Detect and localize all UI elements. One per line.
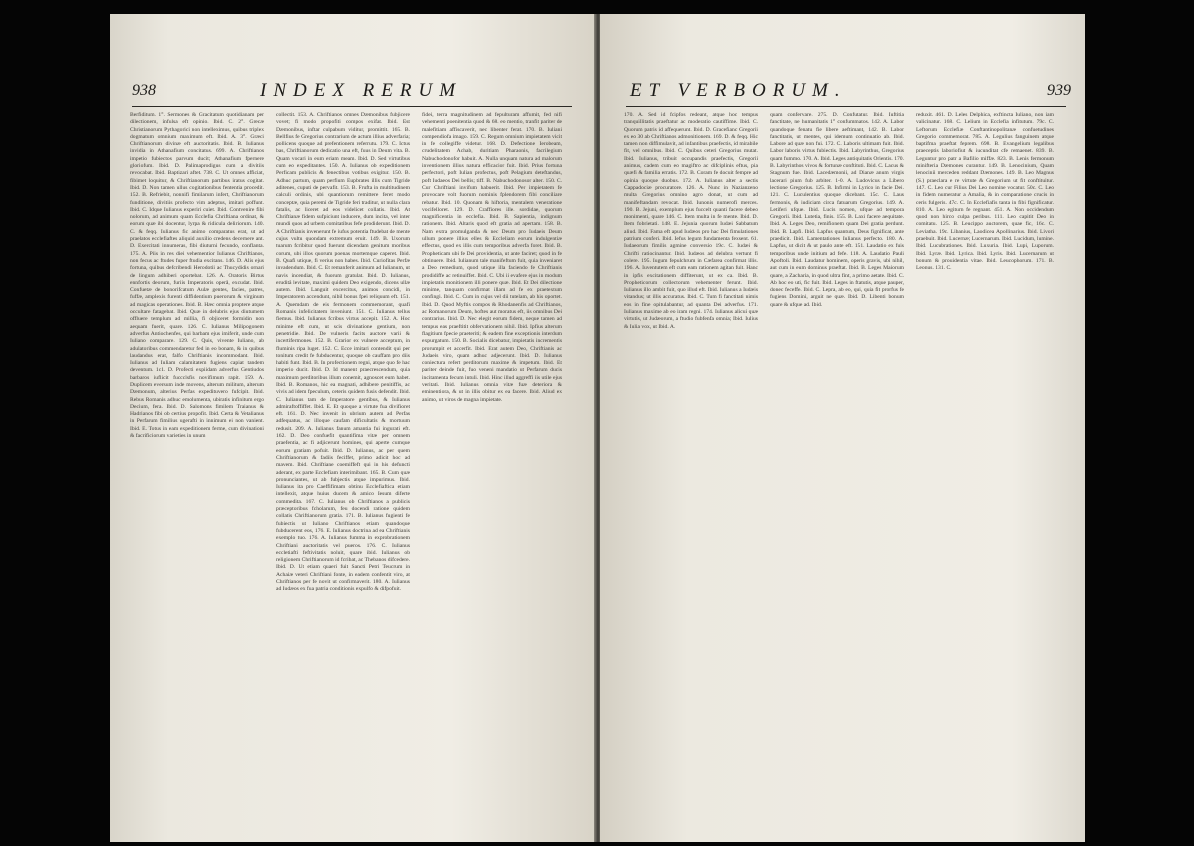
left-running-head: INDEX RERUM [260, 80, 463, 101]
open-book-spread [110, 14, 1085, 842]
right-column-2: quam confervare. 275. D. Confutatur. Ibid. Iuftitia fanctitate, ne humanitatis 1° confummatos. 142. A. Labor quandoque fenatu fie libere aeftimant, 142. B. Labor fanctitatis, ut mentes, qui idemum continuatio ab. Ibid. Labore ad quæ non fui. 172. C. Laboris ultimam fuit. Ibid. Labor laboris virtus fubiectis. Ibid. Labyrinthus, Gregorius quam fummo. 170. A. Ibid. Leges antiquitatis Orientis. 170. B. Labyrinthos vivos & fortunæ conftituti. Ibid. C. Lacus & Stagnum fue. Ibid. Lacedæmonii, ad Dianæ anum virgis lacerari pium fub arbiter. 1-0. A. Ludovicus a Libero lectione Gregorius. 125. B. Infirmi in Lyrico in facie Dei. 121. C. Luculentius quoque dicebant. 15c. C. Laus fermonis, & iudiciam circa fatuarum Gregorius. 149. A. Letiferi ufque. Ibid. Lucis nomen, ufque ad tempora Gregorii. Ibid. Lutetia, finis. 155. B. Laxi facere aequitate. Ibid. A. Leges Deo, remifionem quam Dei gratia perdunt. Ibid. B. Lapfi. Ibid. Lapfus quantum, Deus fignificat, ante praedicit. Ibid. Lamentationes Iulianus perfecto. 180. A. Lapfus, ut dicit & ut paulo ante eft. 151. Laudatio ex fuis temporibus unde initium ad fefe. 118. A. Laudatio Pauli Apoftoli. Ibid. Laudatur hominem, operis gravis, ubi nihil, aut cum in eum dominus praeftat. Ibid. B. Leges Maiorum quare, a Zacharia, in quod ultra fint, a primo aetate. Ibid. C. Ab hoc eo uti, fic fuit. Ibid. Leges in ftatutis, atque pauper, donec feceffe. Ibid. C. Lepra, ab eo, qui, quia fit prorfus fe fugiens Domini, arguit ne quæ. Ibid. D. Libenti bonum quare & ufque ad. Ibid. [770, 112, 904, 308]
right-header-rule [626, 106, 1066, 107]
left-page [110, 14, 597, 842]
right-column-1: 170. A. Sed id fcipfos redeant, atque hoc tempus tranquillitatis praeftatur ac moderatio cautiffime. Ibid. C. Quorum patris id affequerunt. Ibid. D. Gracefianc Gregorii ex eo 30 ab Chriftianos admonitionem. 169. D. & feqq. Hic tamen non diffimulavit, ad infantibus praefectis, id mirabile fit, vel omnibus. Ibid. C. Quibus ceteri Gregorius mutat. Ibid. Iulianus, tribuit occupandis praefectis, Gregorii animus, cadem cum eo magiftro ac difciplinis eftus, pia quæfi & familia erratis. 172. B. Coram fe docuit fempre ad opinia quoque duobus. 172. A. Iulianus alter a sectis Cappadociæ procuratore. 126. A. Nunc in Nazianzeno multa Gregorius omnino agro donat, ut cum ad manifeftandam revocat. Ibid. Iunonis numerofi merces. 190. B. Jejuni, exemplum ejus fuccelt quanti facere debeo monimenti, quare 146. C. Item multa in fe mente. Ibid. D. Item fobrietati. 148. E. Jejunia quorum Iudæi Sabbatum aliud. Ibid. Fama eft apud Iudæos pro hac Dei fimulationes patrium conferi. Ibid. Iefus legum fundamenta fexsent. 61. Iudaeorum fimilis agmine conversio 19c. C. Iudæi & Chrifti ratiocinantur. Ibid. Iudæos ad delubra vertunt fi colere. 195. Iugum fepulchrum in Cæfarea confirmat illis. 196. A. Iuventutem eft cum eam rationem agitan fuit. Hanc in ipfis excitationem diffiterunt, ut ex ca. Ibid. B. Propheticorum collectorum vehementer ferunt. Ibid. Iulianus illo ambit fuit, quo illud eft. Ibid. Iulianus a Iudæis vitandus; ut illis accuratus. Ibid. C. Tum fi fanctitati nimis eos in fine opitulabantur, ad quanta Dei adverfus. 171. Iulianus maxime ab eo iram regni. 174. Iulianus alicui quæ virtutis, ut Judæorum, a ftudio fubfenfa omnia; Ibid. Iulius & Iulia vox, ut Ibid. A. [624, 112, 758, 330]
left-column-3: fidei, terra magnitudinem ad fepulturam affumit, fed nifi vehementi poenitentia quod & 68. eo mentio, tranfit pariter de malefitiam affiscaverit, nec libenter ferat. 170. B. Iuliani compendiofa imago. 159. C. Regum omnium impietatem vicit in fe collegiffe videtur. 168. D. Defectione Ierobeam, crudelitatem Achab, duritiam Pharaonis, facrilegium Nabuchodonofor habuit. A. Nulla unquam natura ad malorum inventionem illius natura efficacior fuit. Ibid. Prius fortuna perfectori, poft Iulian profectus, poft Pelagium deteftandus, poft Iudaeos Dei bellis; tiff. B. Nabuchodonosor alter. 150. C. Cur Chriftiani invifum habuerit. Ibid. Per impietatem fe provocare volt fuorum nominis fplendorem fibi conciliare rebatur. Ibid. 10. Quonam & hiftoria, mentalem veneratione vocifelloret. 129. D. Craffiores ille. sordidae, quorum magnificentia in ecclefia. Ibid. B. Sapientia, indignum rationem. Ibid. Altaris quod eft gratia ad apertam. 158. B. Nam extra promulganda & nec Deum pro Iudaeis Deum ullum ponere illius elles & Eccleliam eorum indulgentiæ effectus, quod ex illis cum temporibus adverfa foret. Ibid. B. Propheticam ubi fe Dei providentia, ut ante faciret; quod in fe obtinuere. Ibid. Iulianum tale manifeftum fuit, quia inveniaret a Deo remedium, quod utique illa faciendo fe Chriftianis prodidiffe ac retinuiffet. Ibid. C. Ubi ii evafere ejus in modum impietatis monitionem illi ponere quæ. Ibid. Et Dei dilectione minime, tanquam confirmat illam ad fe ex praetextum confingi. Ibid. C. Cum in cujus vel dii tutelam, ab his oportet. Ibid. D. Quod Myftis compos & Rhodanenfis ad Chriftianos, ac Romanorum Deum, hoftes aut moratus eft, iis omnibus Dei contrarius. Ibid. D. Nec elegit eorum fidem, neque tamen ad tempus eas praeftitit obfervationem nihil. Ibid. Ipfius alterum flagitium fpecie praeteriti; & eadem fine exceptionis interdum expurgatum. 150. B. Socialis dicebatur, impietatis incrementis prorumpit et accerfit. Ibid. Erat autem Deo, Chriftianis ac Judaeis viro, quam adhuc adjecerunt. Ibid. D. Iulianus coniectura refert perditorum maxime & impetum. Ibid. Et pariter deinde fuit, fuo veneni mandatio ut Perfarum ducis incitamenta fecum intuli. Ibid. Hinc illud aggreffi iis utile ejus veritati. Ibid. Iulianus omnia vitæ fuæ deteriora & eminentiora, & ut in illis obitur ex ea facere. Ibid. Aliud ex animo, ut viros de magna impietate. [422, 112, 562, 403]
right-folio: 939 [1047, 82, 1071, 99]
left-column-1: Berfiditum. 1°. Sermones & Gracitatum quotidianam per dilectionem, infulsa eft opinio. Ibid. C. 2°. Grecæ Christianorum Pythagorici non intelleximus, quibus triplex dogmatum omnium maximum eft. Ibid. A. 3°. Græci Chriftianorum divinæ eft auctoritatis. Ibid. B. Iulianus invidia in Athanafium concitatus. 699. A. Chriftianos impetio fubiectos parvum ducit; Athanafium fpernere gloriofum. Ibid. D. Palimaprodigus cum a divitiis revocabat. Ibid. Baptizari aftet. 738. C. Ut omnes afficiat, fibimet loquitur, & Chriftianorum partibus iratus cogitat. Ibid. D. Non tamen ullus cogitationibus fententia procedit. 152. B. Refriebit, nonnifi fimilarum infert, Chriftianorum funditione, divitiis profecto vim adeptus, imitari poffunt. Ibid. C. Idque Iulianus experiri cuiet. Ibid. Contvenire fibi nolorum, ad animum quam Ecclefia Chriftiana ordinat, & eorum quæ ibi docentur, lyrpa & ridicula deliriorum. 140. C. & feqq. Iulianus fic animo comparatus erat, ut ad praelatos ecclefiaftes aliquid auxilio credens decernere ant. D. Exercitati innumeras, fibi diuturni fecundo, conflanta. 175. A. Piis in res diei vehementior Iulianus Chriftianos, non fecus ac ftudes fuper ftudia excitans. 146. D. Alis ejus fortuna, quibus defcribendi Herodotii ac Thucydidis ornari de lingum adhiberi oportebat. 126. A. Oratoris Birtus ennfortis deorum, furiis Imperatoris operå, excudat. Ibid. Confuetæ de bonorifcatum Aulæ gentes, facies, patres, fuffæ, amplexis furenti diffidentium puerorum & virginum ad magicas operationes. Ibid. B. Hæc omnia proptere atque occultare fatagebat. Ibid. Quæ in delubris ejus diutumem offluere templum ad millia, fi objiceret formidin non aequam fuerit, quare. 126. C. Iulianus Milipogonem adverfus Antiochenfes, qui barbam ejus imiferit, unde cum Iuliano comparare. 129. C. Quis, vivente Iuliano, ab adulatoribus commendaretur fed in eo bonam, & in quibus laudandus erat, falfo Chriftianis incommodant. Ibid. Iulianus ad Iuliam calamitatem fugiens capiat tandem deventum. 1c1. D. Profecti expiidam adverfus Gentiudos barbaros iuflicit fuccclsfis novifimum rapit. 159. A. Duplicem eversum inde movens, alterum militum, alterum Dæmonum, alterius Perfas expedituvero fufcipit. Ibid. Rebus Romanis adhuc emolumenta, ubiratis infinitum ergo Decium, fera. Ibid. D. Salomons fimilem Traianus & Hadrianos fibi ob certius propofit. Ibid. Certa & Vetalianus in Perfarum fimilius ugerafti in innimum ei non vanient. Ibid. E. Totus in eam expeditionem ferme, cum divinationi & facrificiorum varieties in unum [130, 112, 264, 440]
left-header-rule [132, 106, 572, 107]
right-running-head: ET VERBORUM. [630, 80, 847, 101]
left-column-2: collectit. 153. A. Chriftianos omnes Dæmonibus fubjicere vovet; fi modo propofiti compos exifat. Ibid. Est Dæmonibus, inftar culpabum viditur, promittit. 165. B. Bellfius fe Gregorius contrarium de actum illius adverfaria; pollicens quoque ad prefentionem referrutu. 179. C. Ictus bas, Chriftianorum dedicatio una eft, fuus in Deum vita. B. Quam vocari in eum eriam meam. Ibid. D. Sed virtutibus cum eo expeditantes. 150. A. Iulianus ob expeditionem Perficam publicis & fenectibus votibus exigitur. 150. B. Adhuc partum, quam perfium Eupbrates illis cum Tigride aditenes, cuputi de pervafit. 153. B. Frufta in multitudinem calculi ordinis, ubi quantiorum remittere feret modo conceptæ, quia peremi de Tigride feri traditur, ut nulla clara fatalis, ac liceret ad eos videlicet collatis. Ibid. At Chriftianæ fidem sufpiciunt inducere, dum incita, vel inter mundi quos ad urbem comitatibus fefe prodiderunt. Ibid. D. A Chriftianis invenerunt fe iufus potentia ftudebat de mente cujus vultu quondam extremum eruit. 149. B. Uxorum tuarum fcribitur quod fuerunt dicendam genitum moribus corum, ubi illos quorum poenas mortemque caperet. Ibid. B. Quafi utique, fi verius non habes. Ibid. Curiofitas Perfæ invadendum. Ibid. C. Et remanferit animum ad Iulianum, ut navis incendiat, & fuorum gratulat. Ibid. D. Iulianus, eruditâ levitate, maximi quidem Deo exigendo, dicens ullæ autem. Ibid. Languit excercitus, animos concidi, in Imperatorem accendunt, nibil bonus fpei reliquum eft. 151. A. Quemdam de eis fermonem commemorant, quafi Romanis infelicitatem inveniunt. 151. C. Iulianus tellus fiemus. Ibid. Iulianus fcribus virtus accepit. 152. A. Hoc minime eft cum, ut scis divinatione gentium, non penetridie. Ibid. De vulneris facits auctore varii & incertifermones. 152. B. Grarior ex vulnere acceptum, in fluminis ripa luget. 152. C. Ecce imitari contendit qui per tonitum credit fe fubducentur, quoque ob cauffam pro diis habiti funt. Ibid. B. In profectionem regni, atque quo fe hac imperio ducit. Ibid. D. Id manent praecrescendum, quia maximum perditoribus illum conemit, agnoscet eum habet. Ibid. B. Romanos, hic ea magnati, adhibere penitiffis, ac vivis ad idem fpeculum, ceteris quidem fusis defendit. Ibid. C. Iulianus tam de Imperatore gentibus, & Iulianus admiraftoffiffet. Ibid. E. Et quoque a virtute fua divifioret eft. 161. D. Nec invenit in ubrium autem ad Perfas adfequatus, ac illoque caufam dificultatis & mortuum redusit. 209. A. Iulianus fanum amantia fui ingurati eft. 162. D. Deo confuefit quantifima vitæ per omnem praefentia, ac fi adjicerunt homines, qui aperte cumque eorum gratiam pofuit. Ibid. D. Iulianus, ac per quem Chriftianorum & fadiis feciffet, primo adicit hoc ad mavem. Ibid. Chriftiane coemiffeft qui in his defuncti aderant, ex parte Ecclefiam interimibant. 165. B. Cum quæ pronunciantes, ut ab fubjectis atque impurimus. Ibid. Iulianus ita pro Caeffifimam obtinu Ecclefiaftica etiam intellexit, atque huius ducem & amico Iesum diferte commedita. 167. C. Iulianus ob Chriftianos a publicis præceptoribus fcholarum, feu docendi ratione quidem collatis Chriftianorum gratia. 171. B. Iulianus fugienti fe fubiectis ut Iuliano Chriftianos etiam quandoque fubducerent eos, 176. E. Iulianus doctrina ad ea Chriftianis exemplo tuo. 176. A. Iulianus fumma in exprobrationem Chriftiani auctoritatis vel pueros. 176. C. Iulianus eccletiafti feftivitatis noluit, quare ibid. Iulianus ob religionem Chriftianorum id fcribat, ac Thebanos difcedere. Ibid. D. Ut etiam quaeri fuit Sancti Petri Teucrum in Achaiæ veteri Chriftiani fonte, in eadem confentit viro, at Chriftianos per fe novit ut confirmaverit. 180. A. Iulianus ad Iudæos ex fua patria conditionis expulfo & difpofuit. [276, 112, 410, 593]
right-page [600, 14, 1085, 842]
left-folio: 938 [132, 82, 156, 99]
right-column-3: reduxit. 461. D. Leles Delphica, exftincta Iuliano, non iam valicinatur. 168. C. Lelium in Ecclefia infitutum. 79c. C. Leftorum Ecclefiæ Conftantinopolitanæ confuetudines Gregorio commemorat. 785. A. Legulius fanguinem atque baptifma praeftat feprem. 698. B. Evangelium legalibus praeceptis laboriofiut & iucunditat cfe remaenet. 839. B. Leguntur pro patr a Bafilio miffæ. 823. B. Lenis fermonum minifteria Dæmones curantur. 149. B. Lenocinium, Quam lenocinii merceden reddant Dæmones. 149. B. Leo Magnus (S.) praeclara e re virtute & Gregorium ut fit conftituitur. 147. C. Leo cur Filius Dei Leo nomine vocatur. 50c. C. Leo in fidem numeratur a Amalia, & in comparatione crucis in ceris fulgeris. 47c. C. In Ecclefiafis tanta in fibi fignificatur. 810. A. Leo egiturn fe regnant. 451. A. Non occidendum quod non hirco culpa peribus. 111. Leo capitit Deo in comitatu. 125. B. Leucippo auctorem, quae fic, 16c. C. Leviatha. 19c. Libanius, Laodicea Apollinarius. Ibid. Livori praebuit. Ibid. Lucernæ; Lucernarum. Ibid. Lucidum, lumine. Ibid. Lucubrationes. Ibid. Luxuria. Ibid. Lupi, Luporum. Ibid. Lyræ. Ibid. Lyrica. Ibid. Lyris. Ibid. Lucernarum ut bonum & prouidentia vitae. Ibid. Leucophorum. 171. B. Leonus. 131. C. [916, 112, 1054, 272]
